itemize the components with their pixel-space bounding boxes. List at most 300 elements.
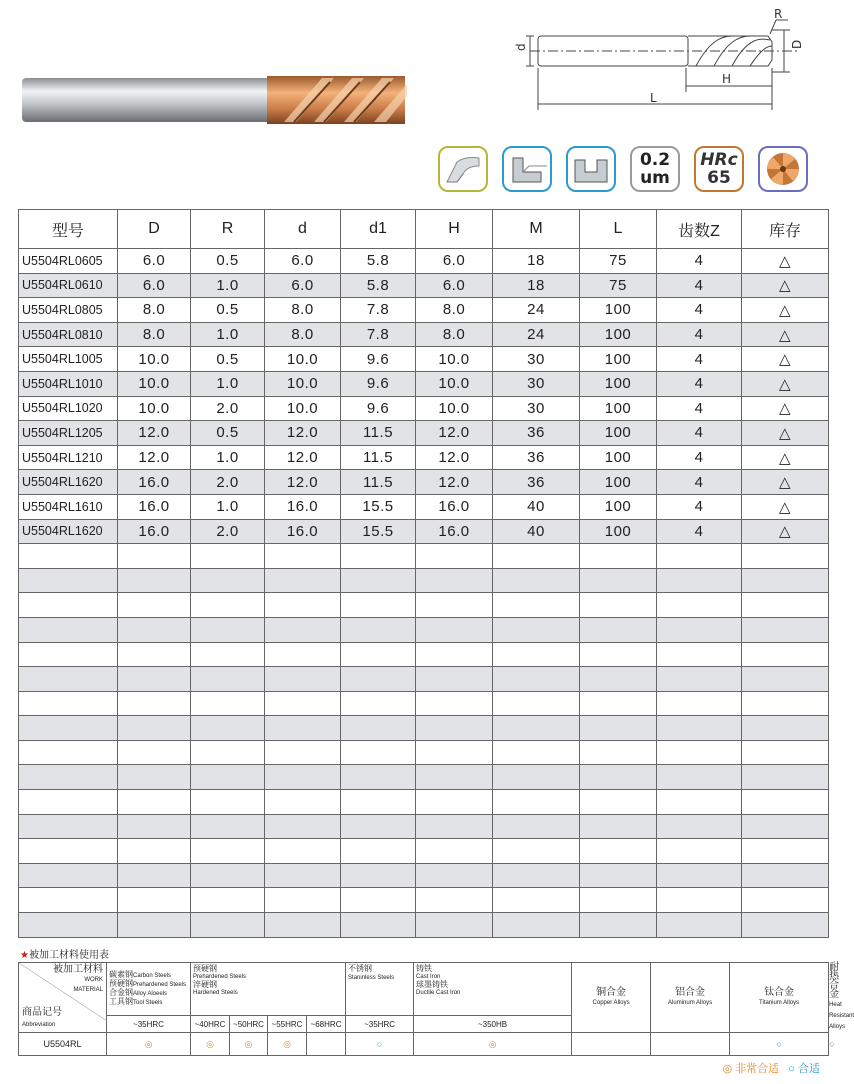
empty-cell [657,568,742,593]
empty-cell [416,814,493,839]
spec-cell: 11.5 [341,470,416,495]
empty-cell [191,617,265,642]
spec-cell: 10.0 [265,396,341,421]
group-cast-iron: 铸铁 Cast Iron 球墨铸铁 Ductile Cast Iron [414,963,572,1016]
empty-cell [118,667,191,692]
col-M: M [493,210,580,249]
empty-cell [191,790,265,815]
label-D: D [790,39,804,49]
empty-cell [265,642,341,667]
rating-5 [307,1033,346,1056]
product-code: U5504RL [19,1033,107,1056]
empty-cell [580,593,657,618]
empty-cell [493,740,580,765]
spec-cell: △ [742,347,829,372]
spec-cell: 40 [493,494,580,519]
empty-cell [416,839,493,864]
spec-cell: 6.0 [265,249,341,274]
empty-cell [118,568,191,593]
spec-cell: 4 [657,347,742,372]
corner-cell [19,963,107,1033]
spec-cell: 11.5 [341,445,416,470]
empty-cell [580,839,657,864]
spec-cell: 8.0 [265,322,341,347]
empty-cell [191,716,265,741]
empty-cell [416,568,493,593]
col-model: 型号 [19,210,118,249]
rating-7: ◎ [414,1033,572,1056]
empty-cell [493,617,580,642]
table-row [19,273,829,298]
empty-cell [265,544,341,569]
spec-cell: 15.5 [341,519,416,544]
empty-cell [493,642,580,667]
empty-cell [191,667,265,692]
spec-cell: 4 [657,519,742,544]
spec-cell: 16.0 [118,519,191,544]
model-code: U5504RL1210 [19,445,118,470]
empty-cell [580,740,657,765]
rating-10: ○ [730,1033,829,1056]
empty-cell [742,544,829,569]
empty-row [19,617,829,642]
empty-cell [657,691,742,716]
col-stock: 库存 [742,210,829,249]
empty-row [19,888,829,913]
spec-cell: 1.0 [191,494,265,519]
empty-cell [118,593,191,618]
empty-cell [580,568,657,593]
empty-row [19,765,829,790]
empty-cell [265,716,341,741]
empty-cell [341,593,416,618]
hardness-5: ~68HRC [307,1016,346,1033]
spec-cell: 75 [580,249,657,274]
spec-cell: 4 [657,371,742,396]
spec-cell: 12.0 [416,445,493,470]
empty-cell [742,716,829,741]
empty-cell [265,814,341,839]
label-d: d [514,43,528,51]
empty-cell [118,863,191,888]
empty-cell [657,814,742,839]
empty-cell [493,593,580,618]
spec-cell: 2.0 [191,519,265,544]
empty-cell [580,863,657,888]
spec-cell: 15.5 [341,494,416,519]
spec-cell: 10.0 [416,396,493,421]
group-carbon: 碳素钢Carbon Steels 预硬钢Prehardened Steels 合金钢Alloy Aloeels 工具钢Tool Steels [107,963,191,1016]
hardness-badge [694,146,744,192]
empty-cell [742,691,829,716]
empty-cell [657,765,742,790]
table-row [19,347,829,372]
table-row [19,445,829,470]
empty-cell [118,617,191,642]
empty-cell [657,593,742,618]
empty-cell [19,888,118,913]
surface-finish-badge [630,146,680,192]
group-titanium: 钛合金 Titanium Alloys [730,963,829,1033]
spec-cell: 18 [493,273,580,298]
hardness-value: 65 [707,168,731,188]
empty-cell [265,913,341,938]
spec-cell: 4 [657,445,742,470]
empty-cell [580,913,657,938]
empty-cell [742,888,829,913]
empty-cell [742,814,829,839]
hardness-7: ~350HB [414,1016,572,1033]
empty-cell [19,568,118,593]
spec-cell: △ [742,470,829,495]
spec-cell: 4 [657,396,742,421]
col-d1: d1 [341,210,416,249]
empty-row [19,691,829,716]
empty-cell [191,544,265,569]
spec-cell: 0.5 [191,347,265,372]
empty-cell [580,888,657,913]
spec-cell: 5.8 [341,273,416,298]
spec-cell: 100 [580,494,657,519]
hardness-unit: HRc [700,150,738,170]
empty-cell [742,568,829,593]
empty-cell [416,544,493,569]
empty-cell [118,913,191,938]
empty-cell [265,863,341,888]
spec-cell: 30 [493,396,580,421]
spec-cell: 4 [657,298,742,323]
spec-cell: 16.0 [118,494,191,519]
empty-row [19,568,829,593]
end-mill-photo [22,72,410,128]
empty-cell [493,888,580,913]
spec-cell: 40 [493,519,580,544]
model-code: U5504RL1610 [19,494,118,519]
empty-row [19,814,829,839]
empty-cell [19,839,118,864]
spec-cell: 100 [580,421,657,446]
spec-cell: 24 [493,298,580,323]
model-code: U5504RL0605 [19,249,118,274]
spec-cell: 10.0 [265,371,341,396]
surface-value: 0.2 [639,150,671,170]
spec-cell: 36 [493,445,580,470]
empty-cell [341,568,416,593]
col-R: R [191,210,265,249]
empty-cell [265,839,341,864]
model-code: U5504RL0610 [19,273,118,298]
spec-cell: 100 [580,470,657,495]
spec-cell: 100 [580,298,657,323]
empty-cell [191,593,265,618]
group-copper: 铜合金 Copper Alloys [572,963,651,1033]
label-H: H [722,72,732,86]
empty-cell [416,667,493,692]
rating-3: ◎ [230,1033,268,1056]
spec-cell: 0.5 [191,249,265,274]
empty-cell [191,740,265,765]
table-row [19,371,829,396]
spec-cell: 1.0 [191,445,265,470]
spec-cell: 6.0 [118,249,191,274]
spec-cell: △ [742,494,829,519]
empty-cell [416,642,493,667]
spec-cell: 16.0 [416,494,493,519]
empty-cell [19,814,118,839]
rating-2: ◎ [191,1033,230,1056]
empty-cell [580,814,657,839]
rating-1: ◎ [107,1033,191,1056]
empty-cell [416,593,493,618]
empty-cell [118,790,191,815]
empty-cell [742,765,829,790]
model-code: U5504RL1205 [19,421,118,446]
empty-cell [191,642,265,667]
spec-cell: 8.0 [118,298,191,323]
hardness-4: ~55HRC [268,1016,307,1033]
end-mill-drawing [500,6,820,114]
spec-cell: 4 [657,322,742,347]
table-row [19,396,829,421]
empty-cell [341,765,416,790]
label-R: R [774,7,783,21]
empty-cell [416,913,493,938]
table-row [19,298,829,323]
spec-cell: 12.0 [265,421,341,446]
spec-cell: 11.5 [341,421,416,446]
empty-cell [19,667,118,692]
spec-cell: 4 [657,273,742,298]
empty-cell [657,888,742,913]
empty-cell [118,888,191,913]
empty-cell [118,839,191,864]
model-code: U5504RL1620 [19,519,118,544]
empty-cell [19,863,118,888]
empty-cell [493,863,580,888]
empty-cell [493,691,580,716]
spec-cell: 12.0 [265,445,341,470]
spec-cell: △ [742,421,829,446]
empty-cell [493,790,580,815]
spec-cell: 30 [493,347,580,372]
rating-8 [572,1033,651,1056]
empty-cell [191,691,265,716]
empty-row [19,863,829,888]
legend [722,1060,820,1076]
empty-cell [265,740,341,765]
table-row [19,519,829,544]
col-H: H [416,210,493,249]
spec-cell: △ [742,322,829,347]
empty-row [19,544,829,569]
spec-cell: 2.0 [191,396,265,421]
spec-cell: 8.0 [416,298,493,323]
corner-bottom-cn: 商品记号 [22,1007,62,1018]
spec-cell: 16.0 [265,494,341,519]
surface-unit: um [640,168,670,188]
spec-cell: 30 [493,371,580,396]
empty-cell [191,913,265,938]
empty-cell [493,716,580,741]
spec-cell: 12.0 [416,470,493,495]
empty-cell [742,863,829,888]
empty-cell [341,863,416,888]
empty-cell [580,667,657,692]
group-aluminum: 铝合金 Aluminum Alloys [651,963,730,1033]
empty-cell [341,888,416,913]
empty-cell [19,790,118,815]
empty-cell [657,740,742,765]
empty-cell [580,765,657,790]
empty-cell [493,839,580,864]
model-code: U5504RL1005 [19,347,118,372]
flute-tip-icon [758,146,808,192]
spec-cell: 16.0 [416,519,493,544]
empty-cell [416,765,493,790]
empty-cell [416,888,493,913]
materials-table: 被加工材料 WORK MATERIAL 商品记号 Abbreviation 碳素钢Carbon Steels 预硬钢Prehardened Steels 合金钢Alloy Aloeels 工具钢Tool Steels 预硬钢 Prehardened Steels 淬硬钢 Hardened Steels 不锈钢 Staninless Steels 铸铁 Cast Iron 球墨铸铁 Ductile Cast Iron 铜合金 Copper Alloys 铝合金 Aluminum Alloys 钛合金 Titanium Alloys 耐热合金 Heat Resistant Alloys ~35HRC ~40HRC ~50HRC ~55HRC ~68HRC ~35HRC ~350HB U5504RL ◎ ◎ ◎ ◎ ○ ◎ ○ ○ [18,962,829,1056]
rating-6: ○ [346,1033,414,1056]
empty-cell [341,790,416,815]
spec-cell: △ [742,445,829,470]
spec-cell: 16.0 [265,519,341,544]
spec-cell: 4 [657,249,742,274]
spec-cell: 7.8 [341,298,416,323]
spec-cell: 24 [493,322,580,347]
empty-row [19,667,829,692]
spec-cell: 100 [580,519,657,544]
table-row [19,421,829,446]
spec-cell: 12.0 [265,470,341,495]
empty-cell [416,740,493,765]
spec-cell: 1.0 [191,273,265,298]
empty-cell [118,544,191,569]
spec-cell: 6.0 [118,273,191,298]
empty-cell [416,691,493,716]
group-hardened: 预硬钢 Prehardened Steels 淬硬钢 Hardened Steels [191,963,346,1016]
empty-cell [19,691,118,716]
empty-cell [742,790,829,815]
spec-cell: △ [742,273,829,298]
spec-cell: 1.0 [191,371,265,396]
empty-cell [191,839,265,864]
spec-cell: 75 [580,273,657,298]
empty-cell [118,642,191,667]
empty-row [19,913,829,938]
empty-cell [341,617,416,642]
empty-cell [657,863,742,888]
empty-cell [265,765,341,790]
empty-cell [19,765,118,790]
table-row [19,494,829,519]
spec-cell: 0.5 [191,421,265,446]
materials-title: ★被加工材料使用表 [20,950,109,961]
spec-cell: 8.0 [265,298,341,323]
empty-cell [19,642,118,667]
slot-icon [566,146,616,192]
spec-cell: 10.0 [118,371,191,396]
table-row [19,322,829,347]
empty-cell [580,790,657,815]
group-stainless: 不锈钢 Staninless Steels [346,963,414,1016]
empty-cell [341,691,416,716]
spec-cell: 1.0 [191,322,265,347]
empty-cell [580,617,657,642]
hardness-1: ~35HRC [107,1016,191,1033]
legend-suitable: ○ 合适 [788,1063,820,1075]
model-code: U5504RL1620 [19,470,118,495]
col-d: d [265,210,341,249]
rating-9 [651,1033,730,1056]
spec-cell: 10.0 [265,347,341,372]
feature-badges [438,146,818,194]
spec-cell: 10.0 [118,396,191,421]
empty-cell [742,740,829,765]
empty-cell [191,888,265,913]
spec-cell: △ [742,519,829,544]
corner-top-en2: MATERIAL [73,987,103,993]
spec-cell: △ [742,249,829,274]
empty-cell [19,913,118,938]
spec-cell: 4 [657,494,742,519]
empty-cell [118,765,191,790]
spec-cell: 12.0 [118,421,191,446]
spec-cell: 18 [493,249,580,274]
spec-cell: 6.0 [265,273,341,298]
empty-cell [118,716,191,741]
spec-header-row [19,210,829,249]
empty-cell [118,814,191,839]
model-code: U5504RL1020 [19,396,118,421]
empty-cell [657,716,742,741]
hardness-2: ~40HRC [191,1016,230,1033]
empty-row [19,740,829,765]
empty-cell [265,790,341,815]
empty-cell [493,544,580,569]
empty-cell [341,839,416,864]
spec-cell: 6.0 [416,273,493,298]
empty-cell [742,667,829,692]
spec-cell: 9.6 [341,347,416,372]
corner-bottom-en: Abbreviation [22,1022,56,1028]
col-L: L [580,210,657,249]
empty-cell [742,913,829,938]
rating-4: ◎ [268,1033,307,1056]
spec-cell: 10.0 [416,371,493,396]
label-L: L [650,91,657,105]
empty-cell [191,765,265,790]
model-code: U5504RL0805 [19,298,118,323]
empty-cell [118,691,191,716]
empty-cell [580,691,657,716]
empty-cell [265,667,341,692]
empty-row [19,642,829,667]
empty-cell [341,642,416,667]
empty-cell [265,568,341,593]
spec-cell: 8.0 [118,322,191,347]
spec-cell: △ [742,298,829,323]
empty-cell [341,913,416,938]
empty-cell [416,716,493,741]
empty-cell [19,617,118,642]
empty-cell [19,740,118,765]
col-D: D [118,210,191,249]
profile-icon [438,146,488,192]
spec-cell: 12.0 [416,421,493,446]
empty-cell [265,593,341,618]
hardness-3: ~50HRC [230,1016,268,1033]
spec-table [18,209,829,938]
